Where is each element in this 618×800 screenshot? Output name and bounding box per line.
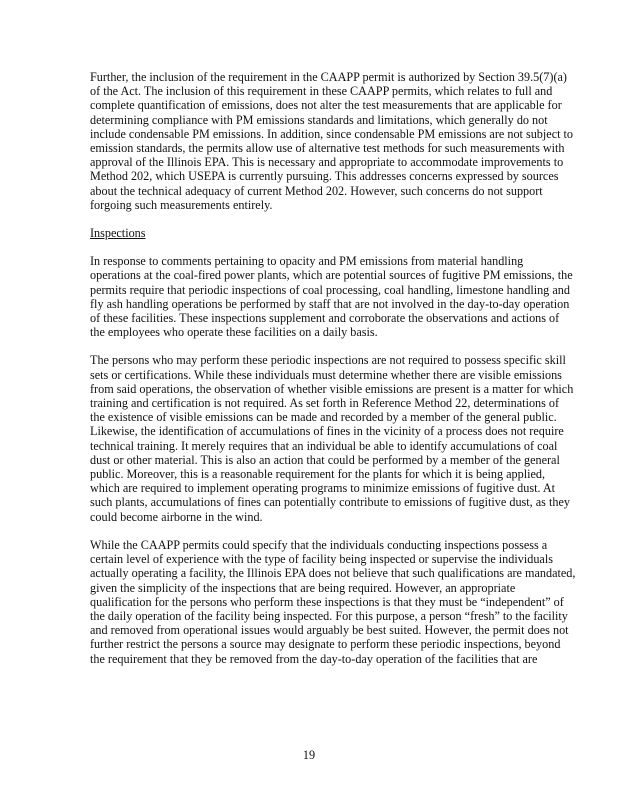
paragraph-test-methods: Further, the inclusion of the requirement in the CAAPP permit is authorized by Section 39.5(7)(a) of the Act. The inclusion of this requirement in these CAAPP permits, which relates to full and complete quantification of emissions, does not alter the test measurements that are applicable for determining compliance with PM emissions standards and limitations, which generally do not include condensable PM emissions. In addition, since condensable PM emissions are not subject to emission standards, the permits allow use of alternative test methods for such measurements with approval of the Illinois EPA. This is necessary and appropriate to accommodate improvements to Method 202, which USEPA is currently pursuing. This addresses concerns expressed by sources about the technical adequacy of current Method 202. However, such concerns do not support forgoing such measurements entirely.	[90, 70, 574, 212]
document-body	[90, 70, 576, 680]
paragraph-inspector-qualifications: The persons who may perform these periodic inspections are not required to possess specific skill sets or certifications. While these individuals must determine whether there are visible emissions from said operations, the observation of whether visible emissions are present is a matter for which training and certification is not required. As set forth in Reference Method 22, determinations of the existence of visible emissions can be made and recorded by a member of the general public. Likewise, the identification of accumulations of fines in the vicinity of a process does not require technical training. It merely requires that an individual be able to identify accumulations of coal dust or other material. This is also an action that could be performed by a member of the general public. Moreover, this is a reasonable requirement for the plants for which it is being applied, which are required to implement operating programs to minimize emissions of fugitive dust. At such plants, accumulations of fines can potentially contribute to emissions of fugitive dust, as they could become airborne in the wind.	[90, 353, 574, 524]
paragraph-independence: While the CAAPP permits could specify that the individuals conducting inspections possess a certain level of experience with the type of facility being inspected or supervise the individuals actually operating a facility, the Illinois EPA does not believe that such qualifications are mandated, given the simplicity of the inspections that are being required. However, an appropriate qualification for the persons who perform these inspections is that they must be “independent” of the daily operation of the facility being inspected. For this purpose, a person “fresh” to the facility and removed from operational issues would arguably be best suited. However, the permit does not further restrict the persons a source may designate to perform these periodic inspections, beyond the requirement that they be removed from the day-to-day operation of the facilities that are	[90, 537, 576, 666]
page-number: 19	[302, 748, 316, 762]
section-heading-inspections: Inspections	[90, 226, 146, 241]
paragraph-inspections-requirement: In response to comments pertaining to opacity and PM emissions from material handling operations at the coal-fired power plants, which are potential sources of fugitive PM emissions, the permits require that periodic inspections of coal processing, coal handling, limestone handling and fly ash handling operations be performed by staff that are not involved in the day-to-day operation of these facilities. These inspections supplement and corroborate the observations and actions of the employees who operate these facilities on a daily basis.	[90, 254, 573, 340]
